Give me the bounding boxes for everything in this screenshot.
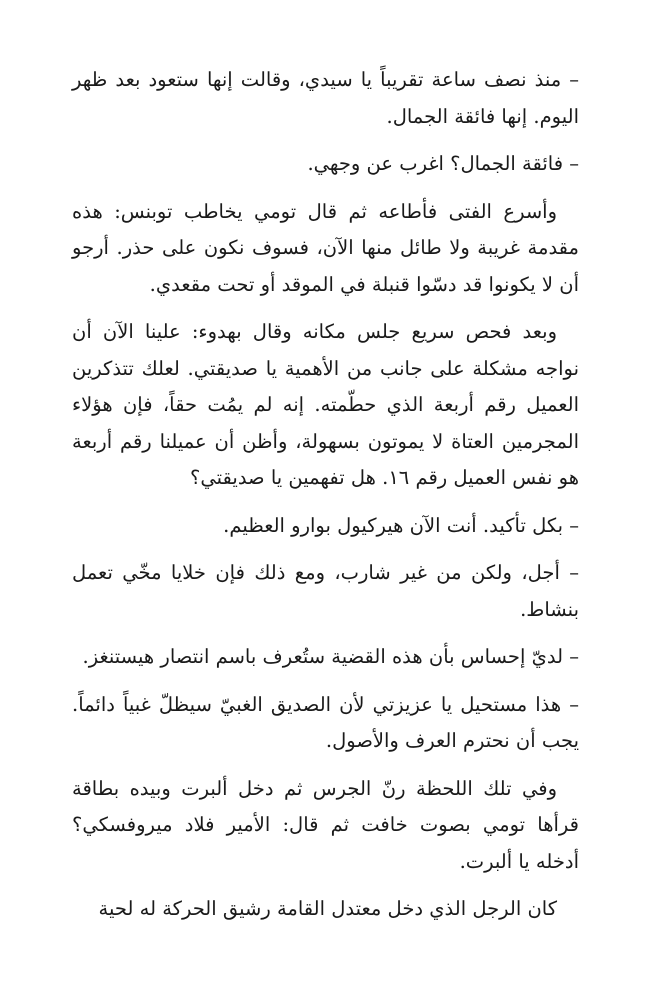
- paragraph-2: – فائقة الجمال؟ اغرب عن وجهي.: [307, 152, 579, 175]
- paragraph-9: وفي تلك اللحظة رنّ الجرس ثم دخل ألبرت وبيده بطاقة قرأها تومي بصوت خافت ثم قال: الأمير فلاد ميروفسكي؟ أدخله يا ألبرت.: [72, 776, 579, 873]
- paragraph-4: وبعد فحص سريع جلس مكانه وقال بهدوء: علينا الآن أن نواجه مشكلة على جانب من الأهمية يا صديقتي. لعلك تتذكرين العميل رقم أربعة الذي حطّمته. إنه لم يمُت حقاً، فإن هؤلاء المجرمين العتاة لا يموتون بسهولة، وأظن أن عميلنا رقم أربعة هو نفس العميل رقم ١٦. هل تفهمين يا صديقتي؟: [72, 320, 579, 489]
- paragraph-1: – منذ نصف ساعة تقريباً يا سيدي، وقالت إنها ستعود بعد ظهر اليوم. إنها فائقة الجمال.: [72, 68, 579, 128]
- paragraph-10: كان الرجل الذي دخل معتدل القامة رشيق الحركة له لحية: [98, 897, 557, 920]
- paragraph-6: – أجل، ولكن من غير شارب، ومع ذلك فإن خلايا مخّي تعمل بنشاط.: [72, 561, 579, 621]
- page-text-column: [72, 62, 579, 928]
- paragraph-8: – هذا مستحيل يا عزيزتي لأن الصديق الغبيّ سيظلّ غبياً دائماً. يجب أن نحترم العرف والأصول.: [72, 692, 579, 752]
- paragraph-5: – بكل تأكيد. أنت الآن هيركيول بوارو العظيم.: [223, 513, 579, 537]
- paragraph-3: وأسرع الفتى فأطاعه ثم قال تومي يخاطب توبنس: هذه مقدمة غريبة ولا طائل منها الآن، فسوف نكون على حذر. أرجو أن لا يكونوا قد دسّوا قنبلة في الموقد أو تحت مقعدي.: [72, 199, 579, 296]
- paragraph-7: – لديّ إحساس بأن هذه القضية ستُعرف باسم انتصار هيستنغز.: [82, 645, 579, 668]
